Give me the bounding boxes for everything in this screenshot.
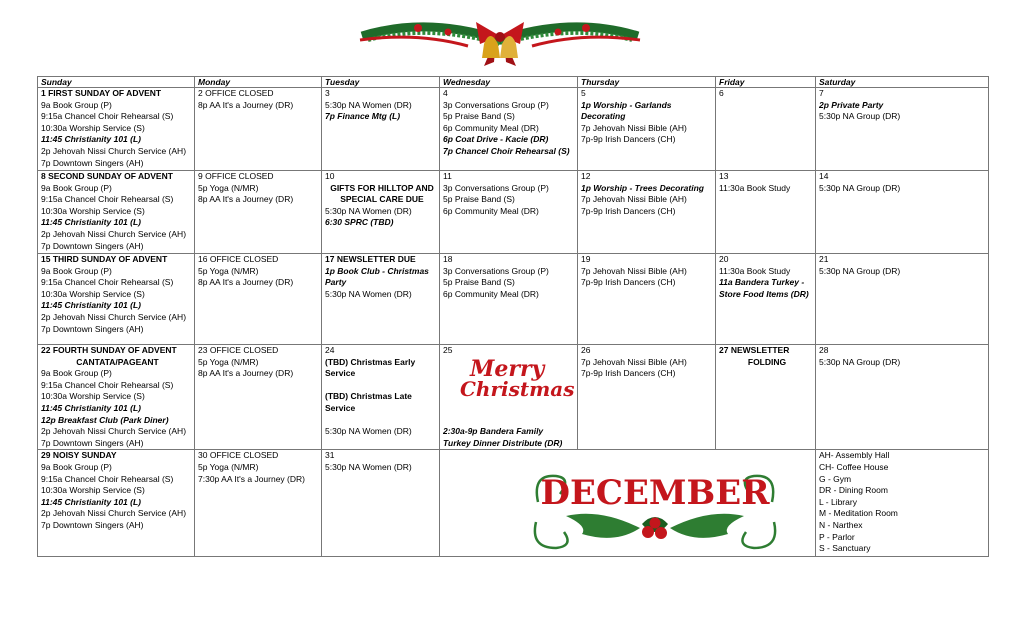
event-line: 10:30a Worship Service (S) [41,288,145,299]
day-cell [322,171,440,254]
event-line: 11:45 Christianity 101 (L) [41,496,141,507]
day-number-label: 3 [325,88,330,98]
event-line: 8p AA It's a Journey (DR) [198,277,294,288]
event-line: 5:30p NA Group (DR) [819,111,901,122]
event-line: 5p Praise Band (S) [443,277,515,288]
event-line: 10:30a Worship Service (S) [41,122,145,133]
event-line: Turkey Dinner Distribute (DR) [443,437,563,448]
day-cell [816,345,989,450]
event-line: 10:30a Worship Service (S) [41,485,145,496]
event-line: Party [325,277,347,288]
event-line: 2p Jehovah Nissi Church Service (AH) [41,426,187,437]
event-line: 9a Book Group (P) [41,461,112,472]
event-line: 9a Book Group (P) [41,368,112,379]
event-line: G - Gym [819,473,852,484]
day-cell [716,345,816,450]
day-cell [38,88,195,171]
day-cell [578,88,716,171]
weekday-header-friday: Friday [716,77,816,88]
day-cell [38,450,195,557]
event-line: L - Library [819,496,857,507]
event-line: 7p Downtown Singers (AH) [41,323,144,334]
event-line: 5:30p NA Women (DR) [325,205,412,216]
day-cell [816,254,989,345]
day-number-label: 22 FOURTH SUNDAY OF ADVENT [41,345,177,355]
event-line: M - Meditation Room [819,508,898,519]
day-number-label: 6 [719,88,724,98]
event-line: 2p Private Party [819,99,884,110]
week-row [38,450,989,557]
weekday-header-sunday: Sunday [38,77,195,88]
day-number-label: 28 [819,345,829,355]
event-line: 7p Downtown Singers (AH) [41,240,144,251]
event-line: 7p Jehovah Nissi Bible (AH) [581,122,687,133]
event-line: 2p Jehovah Nissi Church Service (AH) [41,145,187,156]
event-line: 3p Conversations Group (P) [443,99,549,110]
day-number-label: 27 NEWSLETTER [719,345,790,355]
weekday-header-wednesday: Wednesday [440,77,578,88]
day-number-label: 9 OFFICE CLOSED [198,171,274,181]
day-cell [716,88,816,171]
day-number-label: 4 [443,88,448,98]
event-line: 6p Coat Drive - Kacie (DR) [443,134,549,145]
day-cell [195,88,322,171]
event-line: GIFTS FOR HILLTOP AND [330,182,434,193]
day-number-label: 13 [719,171,729,181]
event-line: 7p Downtown Singers (AH) [41,519,144,530]
event-line: 7p Downtown Singers (AH) [41,157,144,168]
day-number-label: 30 OFFICE CLOSED [198,450,279,461]
event-line: 5p Yoga (N/MR) [198,356,259,367]
event-line: 1p Worship - Trees Decorating [581,182,704,193]
event-line: (TBD) Christmas Late [325,391,412,402]
event-line: P - Parlor [819,531,855,542]
christmas-text: Christmas [460,377,575,401]
christmas-garland-bells-image [358,6,642,72]
event-line: 7p Jehovah Nissi Bible (AH) [581,194,687,205]
calendar-table [37,76,989,557]
event-line: 5:30p NA Women (DR) [325,288,412,299]
event-line: 7p-9p Irish Dancers (CH) [581,134,676,145]
day-cell [440,345,578,450]
december-holly-image [530,462,780,558]
event-line: 3p Conversations Group (P) [443,265,549,276]
event-line [443,415,577,427]
day-cell [322,345,440,450]
day-number-label: 29 NOISY SUNDAY [41,450,117,461]
day-cell [322,88,440,171]
day-number-label: 23 OFFICE CLOSED [198,345,279,355]
day-number-label: 19 [581,254,591,264]
event-line: 9:15a Chancel Choir Rehearsal (S) [41,111,174,122]
event-line: 5:30p NA Women (DR) [325,99,412,110]
event-line: 9a Book Group (P) [41,99,112,110]
day-number-label: 25 [443,345,453,355]
event-line: 5:30p NA Group (DR) [819,356,901,367]
event-line: 5:30p NA Women (DR) [325,461,412,472]
event-line: 11:30a Book Study [719,182,791,193]
day-cell [816,88,989,171]
day-cell [322,450,440,557]
event-line: 5:30p NA Group (DR) [819,265,901,276]
event-line: 6p Community Meal (DR) [443,288,539,299]
calendar [37,76,988,557]
event-line: 7p Chancel Choir Rehearsal (S) [443,145,570,156]
merry-christmas-image [460,356,575,401]
merry-text: Merry [470,356,545,382]
event-line: 5p Praise Band (S) [443,111,515,122]
event-line: 9:15a Chancel Choir Rehearsal (S) [41,194,174,205]
day-number-label: 17 NEWSLETTER DUE [325,254,416,264]
day-number-label: AH- Assembly Hall [819,450,890,461]
event-line: 11:45 Christianity 101 (L) [41,134,141,145]
event-line: 11:30a Book Study [719,265,791,276]
day-cell [816,450,989,557]
event-line: 11:45 Christianity 101 (L) [41,217,141,228]
day-number-label: 16 OFFICE CLOSED [198,254,279,264]
event-line: 7p Jehovah Nissi Bible (AH) [581,356,687,367]
event-line: 1p Worship - Garlands [581,99,672,110]
day-number-label: 11 [443,171,452,181]
event-line: 8p AA It's a Journey (DR) [198,99,294,110]
event-line: 5p Praise Band (S) [443,194,515,205]
event-line: 5p Yoga (N/MR) [198,182,259,193]
december-text: DECEMBER [540,473,770,513]
event-line: CANTATA/PAGEANT [76,356,159,367]
event-line: (TBD) Christmas Early [325,356,416,367]
weekday-header-tuesday: Tuesday [322,77,440,88]
event-line: 6p Community Meal (DR) [443,205,539,216]
day-cell [816,171,989,254]
event-line: 11a Bandera Turkey - [719,277,805,288]
event-line: Decorating [581,111,626,122]
day-cell [578,254,716,345]
week-row [38,88,989,171]
event-line: 5:30p NA Group (DR) [819,182,901,193]
event-line: FOLDING [747,356,787,367]
event-line [443,403,577,415]
event-line: CH- Coffee House [819,461,889,472]
event-line: 7p-9p Irish Dancers (CH) [581,277,676,288]
day-number-label: 20 [719,254,729,264]
day-number-label: 5 [581,88,586,98]
event-line: 9a Book Group (P) [41,265,112,276]
day-cell [578,171,716,254]
day-cell [195,254,322,345]
event-line: 7p Downtown Singers (AH) [41,437,144,448]
event-line: Store Food Items (DR) [719,288,809,299]
day-cell [38,345,195,450]
day-number-label: 26 [581,345,591,355]
event-line: 8p AA It's a Journey (DR) [198,368,294,379]
day-cell [38,254,195,345]
day-number-label: 1 FIRST SUNDAY OF ADVENT [41,88,162,98]
day-number-label: 15 THIRD SUNDAY OF ADVENT [41,254,168,264]
event-line: 11:45 Christianity 101 (L) [41,300,141,311]
event-line: 2p Jehovah Nissi Church Service (AH) [41,508,187,519]
event-line: 2p Jehovah Nissi Church Service (AH) [41,311,187,322]
day-cell [440,254,578,345]
event-line: N - Narthex [819,519,863,530]
day-number-label: 24 [325,345,335,355]
event-line: 12p Breakfast Club (Park Diner) [41,414,169,425]
week-row [38,254,989,345]
event-line: Service [325,368,356,379]
day-number-label: 7 [819,88,824,98]
event-line [325,380,439,392]
event-line: SPECIAL CARE DUE [340,194,424,205]
event-line: 10:30a Worship Service (S) [41,205,145,216]
day-number-label: 8 SECOND SUNDAY OF ADVENT [41,171,173,181]
day-number-label: 14 [819,171,829,181]
event-line: 8p AA It's a Journey (DR) [198,194,294,205]
event-line: 9:15a Chancel Choir Rehearsal (S) [41,379,174,390]
event-line: 7p-9p Irish Dancers (CH) [581,368,676,379]
day-cell [578,345,716,450]
day-number-label: 2 OFFICE CLOSED [198,88,274,98]
weekday-header-monday: Monday [195,77,322,88]
day-cell [195,345,322,450]
event-line: 2p Jehovah Nissi Church Service (AH) [41,228,187,239]
event-line: S - Sanctuary [819,543,871,554]
event-line: 11:45 Christianity 101 (L) [41,402,141,413]
day-cell [716,171,816,254]
event-line: 6:30 SPRC (TBD) [325,217,394,228]
event-line: Service [325,402,356,413]
day-number-label: 21 [819,254,829,264]
event-line: 7p Jehovah Nissi Bible (AH) [581,265,687,276]
day-cell [440,88,578,171]
day-cell [195,171,322,254]
event-line: 9:15a Chancel Choir Rehearsal (S) [41,277,174,288]
event-line: 10:30a Worship Service (S) [41,391,145,402]
weekday-header-thursday: Thursday [578,77,716,88]
event-line: 3p Conversations Group (P) [443,182,549,193]
day-number-label: 10 [325,171,335,181]
week-row [38,345,989,450]
event-line: 5p Yoga (N/MR) [198,461,259,472]
week-row [38,171,989,254]
weekday-header-row [38,77,989,88]
day-cell [716,254,816,345]
event-line: 5:30p NA Women (DR) [325,426,412,437]
day-cell [195,450,322,557]
day-cell [440,171,578,254]
event-line: DR - Dining Room [819,485,888,496]
event-line: 7p-9p Irish Dancers (CH) [581,205,676,216]
event-line: 9:15a Chancel Choir Rehearsal (S) [41,473,174,484]
event-line: 7p Finance Mtg (L) [325,111,401,122]
event-line [325,415,439,427]
event-line: 9a Book Group (P) [41,182,112,193]
event-line: 6p Community Meal (DR) [443,122,539,133]
day-cell [322,254,440,345]
weekday-header-saturday: Saturday [816,77,989,88]
day-number-label: 12 [581,171,591,181]
event-line: 2:30a-9p Bandera Family [443,426,544,437]
event-line: 5p Yoga (N/MR) [198,265,259,276]
day-number-label: 31 [325,450,335,461]
day-number-label: 18 [443,254,453,264]
day-cell [38,171,195,254]
event-line: 1p Book Club - Christmas [325,265,429,276]
event-line: 7:30p AA It's a Journey (DR) [198,473,305,484]
